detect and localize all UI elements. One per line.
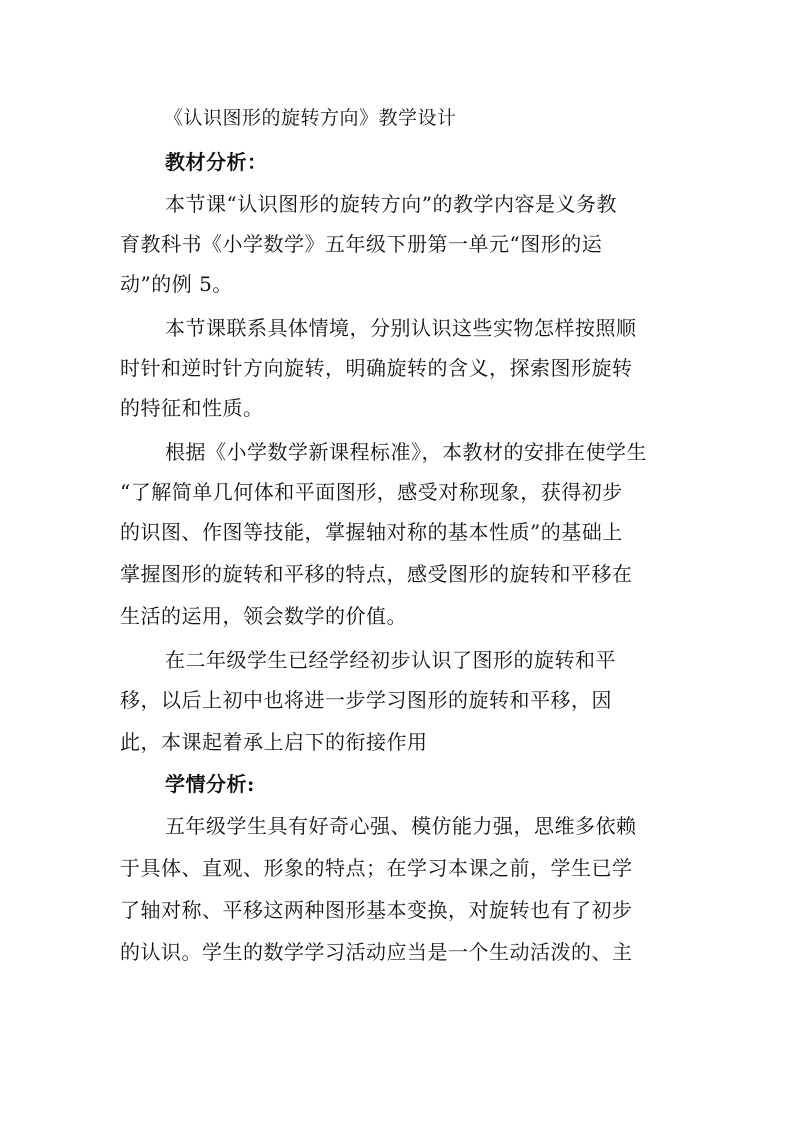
paragraph-line: 根据《小学数学新课程标准》，本教材的安排在使学生 <box>165 440 647 464</box>
section-heading-learner-analysis: 学情分析: <box>165 772 255 796</box>
paragraph-line: “了解简单几何体和平面图形，感受对称现象，获得初步 <box>120 480 623 504</box>
paragraph-line: 育教科书《小学数学》五年级下册第一单元“图形的运 <box>120 232 603 256</box>
document-title: 《认识图形的旋转方向》教学设计 <box>164 107 457 129</box>
paragraph-line: 五年级学生具有好奇心强、模仿能力强，思维多依赖 <box>165 814 637 838</box>
paragraph-line: 移，以后上初中也将进一步学习图形的旋转和平移，因 <box>120 688 612 712</box>
paragraph-line: 的识图、作图等技能，掌握轴对称的基本性质”的基础上 <box>120 520 623 544</box>
paragraph-line: 生活的运用，领会数学的价值。 <box>120 604 407 628</box>
paragraph-line: 的认识。学生的数学学习活动应当是一个生动活泼的、主 <box>120 940 633 964</box>
paragraph-line: 此，本课起着承上启下的衔接作用 <box>120 730 428 754</box>
paragraph-line: 了轴对称、平移这两种图形基本变换，对旋转也有了初步 <box>120 898 633 922</box>
paragraph-line: 时针和逆时针方向旋转，明确旋转的含义，探索图形旋转 <box>120 356 633 380</box>
paragraph-line: 于具体、直观、形象的特点；在学习本课之前，学生已学 <box>120 856 633 880</box>
paragraph-line: 本节课“认识图形的旋转方向”的教学内容是义务教 <box>165 192 617 216</box>
paragraph-line: 在二年级学生已经学经初步认识了图形的旋转和平 <box>165 648 616 672</box>
paragraph-line: 动”的例 5。 <box>120 272 233 296</box>
paragraph-line: 掌握图形的旋转和平移的特点，感受图形的旋转和平移在 <box>120 562 633 586</box>
paragraph-line: 本节课联系具体情境，分别认识这些实物怎样按照顺 <box>165 316 637 340</box>
section-heading-textbook-analysis: 教材分析： <box>165 150 268 174</box>
paragraph-line: 的特征和性质。 <box>120 396 264 420</box>
